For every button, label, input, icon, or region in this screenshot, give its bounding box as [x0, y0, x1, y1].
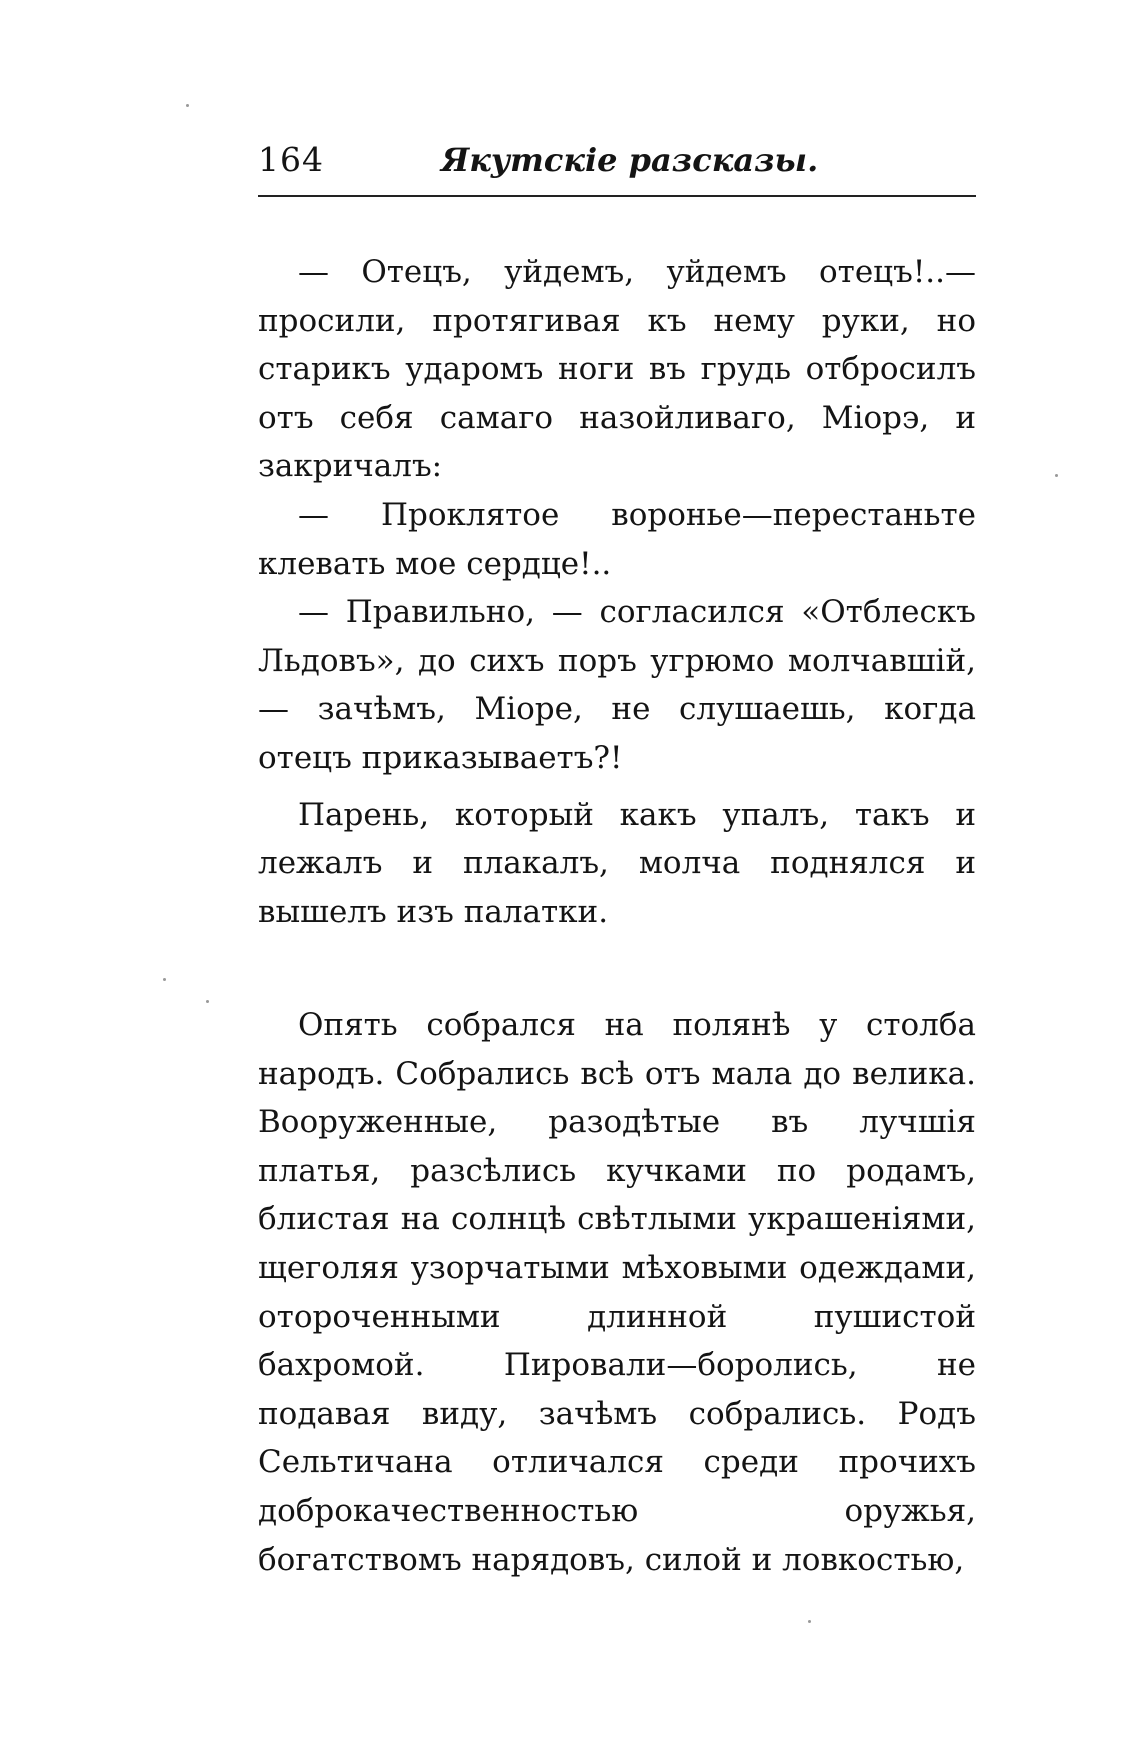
text-section-top: [258, 248, 976, 936]
paragraph: — Правильно, — согласился «Отблескъ Льдовъ», до сихъ поръ угрюмо молчавшій,— зачѣмъ, Міоре, не слушаешь, когда отецъ приказываетъ?!: [258, 594, 976, 776]
paragraph: Опять собрался на полянѣ у столба народъ. Собрались всѣ отъ мала до велика. Вооруженные, разодѣтые въ лучшія платья, разсѣлись кучками по родамъ, блистая на солнцѣ свѣтлыми украшеніями, щеголяя узорчатыми мѣховыми одеждами, отороченными длинной пушистой бахромой. Пировали—боролись, не подавая виду, зачѣмъ собрались. Родъ Сельтичана отличался среди прочихъ доброкачественностью оружья, богатствомъ нарядовъ, силой и ловкостью,: [258, 1007, 976, 1578]
header-rule: [258, 195, 976, 197]
scan-speck: [808, 1620, 811, 1623]
running-title: Якутскіе разсказы.: [441, 141, 819, 179]
page-header: [258, 140, 976, 200]
paragraph: — Проклятое воронье—перестаньте клевать мое сердце!..: [258, 496, 976, 582]
scan-speck: [1055, 474, 1058, 477]
paragraph: — Отецъ, уйдемъ, уйдемъ отецъ!..— просили, протягивая къ нему руки, но старикъ ударомъ ноги въ грудь отбросилъ отъ себя самаго назойливаго, Міорэ, и закричалъ:: [258, 254, 976, 485]
scan-speck: [186, 104, 189, 107]
scan-speck: [163, 978, 166, 981]
page-number: 164: [258, 140, 324, 179]
paragraph: Парень, который какъ упалъ, такъ и лежалъ и плакалъ, молча поднялся и вышелъ изъ палатки.: [258, 796, 976, 930]
scan-speck: [206, 1000, 209, 1003]
paragraph-gap: [258, 783, 976, 791]
text-section-bottom: [258, 1001, 976, 1584]
